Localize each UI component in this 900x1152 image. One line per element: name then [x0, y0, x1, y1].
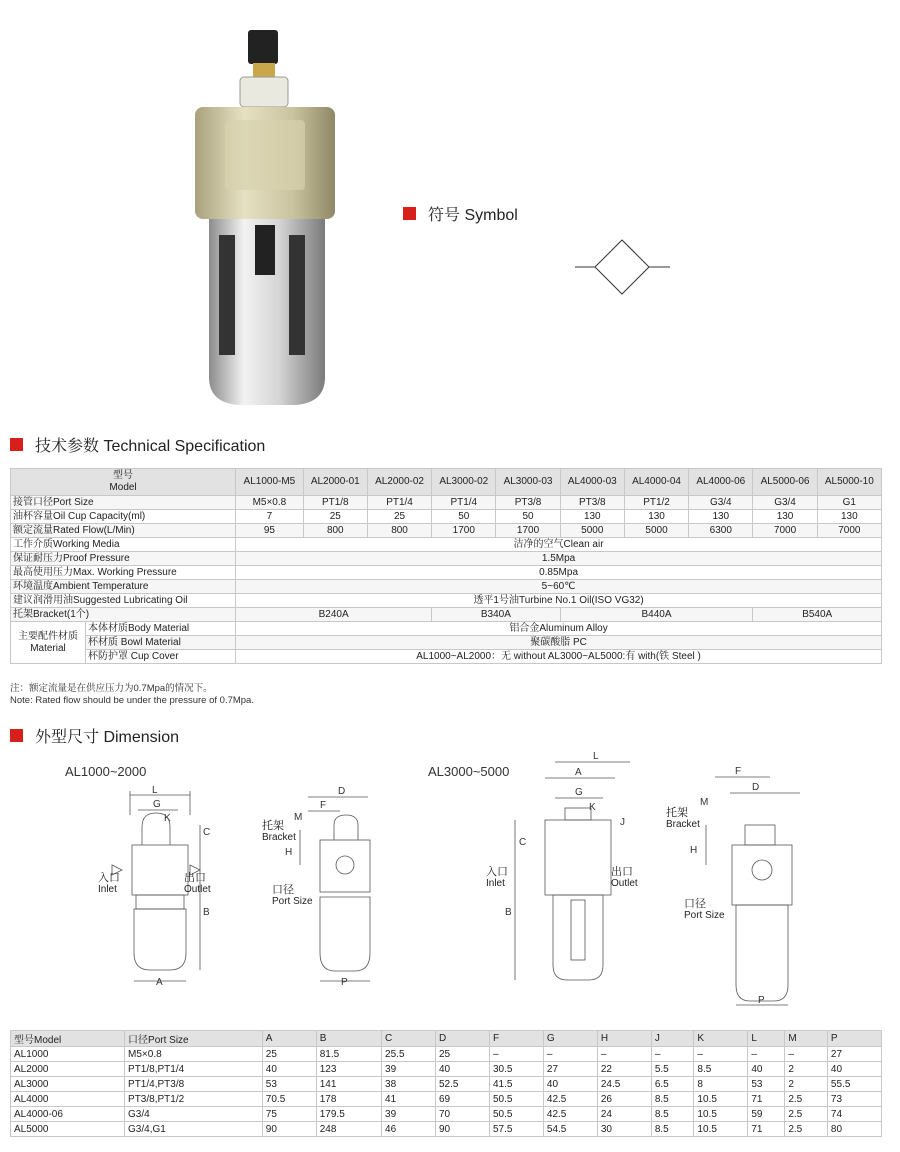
table-cell: G3/4 [125, 1107, 263, 1122]
table-cell: 73 [827, 1092, 881, 1107]
dim-header-row [11, 1031, 882, 1047]
table-cell: 69 [436, 1092, 490, 1107]
max-pressure-row: 最高使用压力Max. Working Pressure 0.85Mpa [11, 566, 882, 580]
svg-text:F: F [735, 766, 742, 777]
table-cell: 25.5 [382, 1047, 436, 1062]
dim-header-cell: D [436, 1031, 490, 1047]
table-cell: 54.5 [543, 1122, 597, 1137]
dim-header-cell: 型号Model [11, 1031, 125, 1047]
small-inlet-label: 入口 Inlet [98, 872, 120, 895]
dim-header-cell: P [827, 1031, 881, 1047]
table-cell: 179.5 [316, 1107, 381, 1122]
table-cell: G3/4,G1 [125, 1122, 263, 1137]
table-row [11, 1122, 882, 1137]
table-cell: 2 [785, 1077, 828, 1092]
svg-text:L: L [152, 785, 158, 796]
table-cell: 5.5 [651, 1062, 694, 1077]
table-cell: 8.5 [694, 1062, 748, 1077]
table-cell: 53 [262, 1077, 316, 1092]
large-side-drawing [690, 765, 810, 1010]
svg-text:H: H [285, 847, 293, 858]
svg-text:H: H [690, 845, 698, 856]
svg-text:J: J [620, 817, 625, 828]
table-cell: – [785, 1047, 828, 1062]
bowl-material-row: 杯材质 Bowl Material 聚碳酸脂 PC [11, 636, 882, 650]
table-cell: PT1/8,PT1/4 [125, 1062, 263, 1077]
table-cell: 57.5 [489, 1122, 543, 1137]
table-cell: 8 [694, 1077, 748, 1092]
table-cell: 10.5 [694, 1092, 748, 1107]
model-cell: AL4000-04 [624, 469, 688, 496]
cup-cover-row: 杯防护罩 Cup Cover AL1000~AL2000：无 without AL3000~AL5000:有 with(铁 Steel ) [11, 650, 882, 664]
svg-text:K: K [164, 813, 171, 824]
model-cell: AL4000-03 [560, 469, 624, 496]
table-cell: – [543, 1047, 597, 1062]
model-cell: AL3000-02 [432, 469, 496, 496]
svg-text:M: M [294, 812, 303, 823]
table-cell: 40 [436, 1062, 490, 1077]
table-row [11, 1107, 882, 1122]
dim-body [11, 1047, 882, 1137]
table-cell: 8.5 [651, 1122, 694, 1137]
svg-text:D: D [338, 786, 346, 797]
table-cell: 55.5 [827, 1077, 881, 1092]
table-cell: 50.5 [489, 1092, 543, 1107]
spec-header-row [11, 469, 882, 496]
table-cell: 71 [748, 1092, 785, 1107]
large-outlet-label: 出口 Outlet [611, 866, 638, 889]
table-cell: AL5000 [11, 1122, 125, 1137]
large-bracket-label: 托架 Bracket [666, 807, 700, 830]
large-port-label: 口径 Port Size [684, 898, 725, 921]
table-cell: 2.5 [785, 1107, 828, 1122]
svg-text:B: B [203, 907, 210, 918]
svg-text:F: F [320, 800, 327, 811]
table-cell: 40 [262, 1062, 316, 1077]
table-row [11, 1092, 882, 1107]
table-cell: 40 [827, 1062, 881, 1077]
table-cell: – [651, 1047, 694, 1062]
table-cell: 26 [597, 1092, 651, 1107]
small-outlet-label: 出口 Outlet [184, 872, 211, 895]
table-cell: 2.5 [785, 1092, 828, 1107]
dim-heading: 外型尺寸 Dimension [10, 724, 179, 747]
table-cell: AL4000-06 [11, 1107, 125, 1122]
port-size-row: 接管口径Port Size M5×0.8 PT1/8 PT1/4 PT1/4 PT3/8 PT3/8 PT1/2 G3/4 G3/4 G1 [11, 496, 882, 510]
model-cell: AL1000-M5 [236, 469, 304, 496]
model-cell: AL3000-03 [496, 469, 560, 496]
spec-heading: 技术参数 Technical Specification [10, 433, 265, 456]
table-cell: 42.5 [543, 1092, 597, 1107]
svg-text:P: P [341, 977, 348, 988]
dim-header-cell: G [543, 1031, 597, 1047]
table-cell: 38 [382, 1077, 436, 1092]
oil-cup-row: 油杯容量Oil Cup Capacity(ml) 7 25 25 50 50 130 130 130 130 130 [11, 510, 882, 524]
table-cell: AL4000 [11, 1092, 125, 1107]
table-cell: 81.5 [316, 1047, 381, 1062]
table-cell: 80 [827, 1122, 881, 1137]
svg-text:L: L [593, 751, 599, 762]
table-cell: 22 [597, 1062, 651, 1077]
table-cell: 10.5 [694, 1107, 748, 1122]
table-cell: 70 [436, 1107, 490, 1122]
dim-header-cell: F [489, 1031, 543, 1047]
dim-header-cell: H [597, 1031, 651, 1047]
table-cell: 30.5 [489, 1062, 543, 1077]
red-square-icon [10, 729, 23, 742]
body-material-row: 主要配件材质 Material 本体材质Body Material 铝合金Aluminum Alloy [11, 622, 882, 636]
table-cell: 41 [382, 1092, 436, 1107]
table-cell: 248 [316, 1122, 381, 1137]
table-cell: 27 [827, 1047, 881, 1062]
small-port-label: 口径 Port Size [272, 884, 313, 907]
table-row [11, 1047, 882, 1062]
svg-text:K: K [589, 802, 596, 813]
table-cell: 53 [748, 1077, 785, 1092]
lubricator-symbol [570, 235, 680, 301]
svg-text:G: G [153, 799, 161, 810]
table-cell: 39 [382, 1062, 436, 1077]
table-cell: – [748, 1047, 785, 1062]
table-cell: – [597, 1047, 651, 1062]
svg-text:G: G [575, 787, 583, 798]
model-cell: AL5000-06 [753, 469, 817, 496]
model-cell: AL5000-10 [817, 469, 881, 496]
table-cell: 71 [748, 1122, 785, 1137]
table-cell: 25 [436, 1047, 490, 1062]
dimension-table [10, 1030, 882, 1137]
table-cell: 27 [543, 1062, 597, 1077]
product-image [185, 25, 335, 410]
table-cell: 41.5 [489, 1077, 543, 1092]
large-model-title: AL3000~5000 [428, 764, 510, 779]
model-cell: AL2000-01 [303, 469, 367, 496]
oil-row: 建议润滑用油Suggested Lubricating Oil 透平1号油Turbine No.1 Oil(ISO VG32) [11, 594, 882, 608]
dim-header-cell: J [651, 1031, 694, 1047]
table-cell: 40 [748, 1062, 785, 1077]
table-cell: – [489, 1047, 543, 1062]
dim-header-cell: C [382, 1031, 436, 1047]
table-cell: AL1000 [11, 1047, 125, 1062]
table-cell: 59 [748, 1107, 785, 1122]
svg-text:A: A [156, 977, 163, 988]
material-label: 主要配件材质 Material [11, 622, 86, 664]
table-cell: M5×0.8 [125, 1047, 263, 1062]
table-cell: 2 [785, 1062, 828, 1077]
dim-header-cell: B [316, 1031, 381, 1047]
ambient-row: 环境温度Ambient Temperature 5~60℃ [11, 580, 882, 594]
table-cell: 123 [316, 1062, 381, 1077]
table-cell: 40 [543, 1077, 597, 1092]
proof-row: 保证耐压力Proof Pressure 1.5Mpa [11, 552, 882, 566]
table-cell: 8.5 [651, 1107, 694, 1122]
symbol-heading: 符号 Symbol [403, 202, 518, 225]
svg-text:D: D [752, 782, 760, 793]
table-cell: 90 [262, 1122, 316, 1137]
table-cell: AL2000 [11, 1062, 125, 1077]
table-cell: 178 [316, 1092, 381, 1107]
dim-header-cell: 口径Port Size [125, 1031, 263, 1047]
table-cell: 52.5 [436, 1077, 490, 1092]
small-model-title: AL1000~2000 [65, 764, 147, 779]
red-square-icon [403, 207, 416, 220]
table-cell: 24 [597, 1107, 651, 1122]
model-header: 型号 Model [11, 469, 236, 496]
dim-header-cell: M [785, 1031, 828, 1047]
table-row [11, 1077, 882, 1092]
small-bracket-label: 托架 Bracket [262, 820, 296, 843]
table-cell: 10.5 [694, 1122, 748, 1137]
table-cell: 25 [262, 1047, 316, 1062]
table-cell: 42.5 [543, 1107, 597, 1122]
table-row [11, 1062, 882, 1077]
media-row: 工作介质Working Media 洁净的空气Clean air [11, 538, 882, 552]
bracket-row: 托架Bracket(1个) B240A B340A B440A B540A [11, 608, 882, 622]
svg-text:A: A [575, 767, 582, 778]
table-cell: 46 [382, 1122, 436, 1137]
table-cell: PT3/8,PT1/2 [125, 1092, 263, 1107]
table-cell: 74 [827, 1107, 881, 1122]
svg-text:B: B [505, 907, 512, 918]
table-cell: 75 [262, 1107, 316, 1122]
model-cell: AL4000-06 [689, 469, 753, 496]
table-cell: PT1/4,PT3/8 [125, 1077, 263, 1092]
dim-header-cell: K [694, 1031, 748, 1047]
table-cell: – [694, 1047, 748, 1062]
table-cell: 8.5 [651, 1092, 694, 1107]
spec-table [10, 468, 882, 664]
rated-flow-row: 额定流量Rated Flow(L/Min) 95 800 800 1700 1700 5000 5000 6300 7000 7000 [11, 524, 882, 538]
svg-text:P: P [758, 995, 765, 1006]
svg-text:M: M [700, 797, 709, 808]
table-cell: 6.5 [651, 1077, 694, 1092]
large-inlet-label: 入口 Inlet [486, 866, 508, 889]
table-cell: 2.5 [785, 1122, 828, 1137]
table-cell: 141 [316, 1077, 381, 1092]
table-cell: AL3000 [11, 1077, 125, 1092]
flow-note: 注：额定流量是在供应压力为0.7Mpa的情况下。 Note: Rated flow should be under the pressure of 0.7Mpa. [10, 683, 254, 706]
table-cell: 50.5 [489, 1107, 543, 1122]
table-cell: 90 [436, 1122, 490, 1137]
table-cell: 30 [597, 1122, 651, 1137]
model-cell: AL2000-02 [367, 469, 431, 496]
table-cell: 39 [382, 1107, 436, 1122]
svg-text:C: C [203, 827, 211, 838]
red-square-icon [10, 438, 23, 451]
svg-text:C: C [519, 837, 527, 848]
dim-header-cell: L [748, 1031, 785, 1047]
dim-header-cell: A [262, 1031, 316, 1047]
table-cell: 70.5 [262, 1092, 316, 1107]
table-cell: 24.5 [597, 1077, 651, 1092]
